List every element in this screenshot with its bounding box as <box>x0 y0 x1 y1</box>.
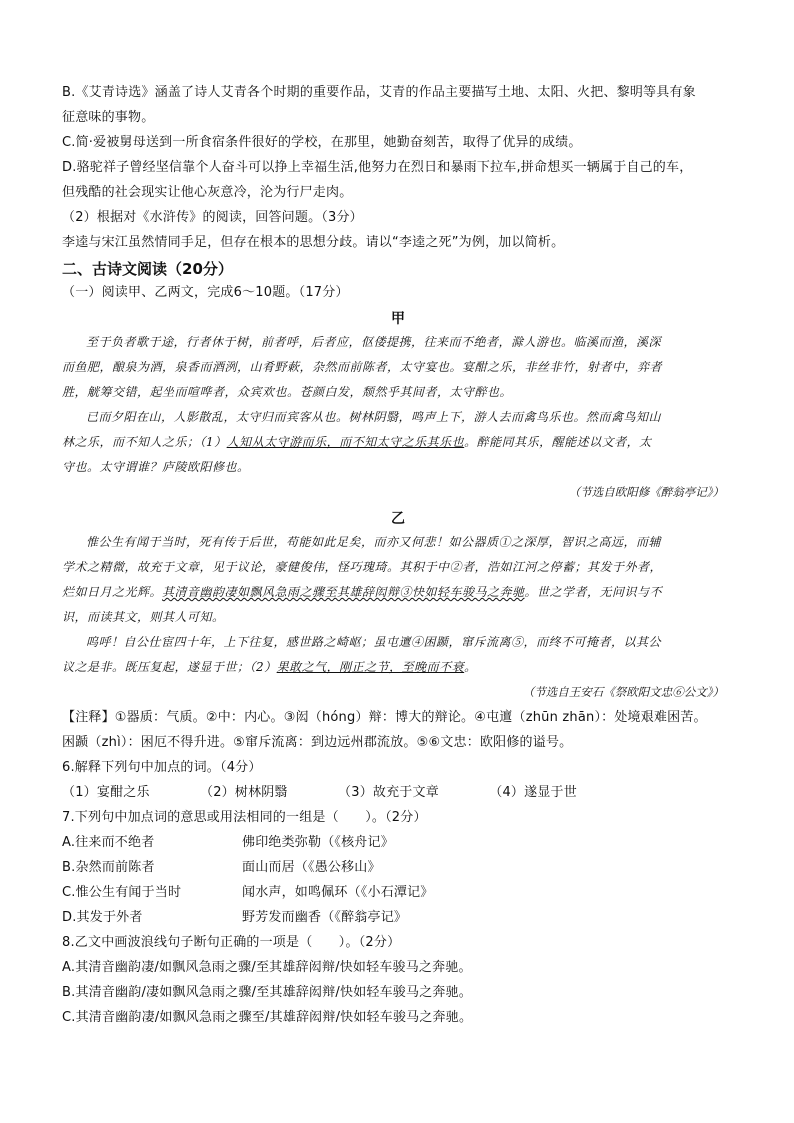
option-left: D.其发于外者 <box>62 910 143 925</box>
option-b-line2: 征意味的事物。 <box>62 110 155 125</box>
passage-yi-text: 。世之学者，无问识与不 <box>524 585 663 599</box>
passage-yi-text: 议之是非。既压复起，遂显于世；（2） <box>62 660 277 674</box>
question-8-stem: 8.乙文中画波浪线句子断句正确的一项是（ ）。（2分） <box>62 935 401 950</box>
option-left: B.杂然而前陈者 <box>62 860 155 875</box>
question-6-item: （4）遂显于世 <box>489 785 577 800</box>
question-8-option-b: B.其清音幽韵/凄如飘风急雨之骤/至其雄辞闳辩/快如轻车骏马之奔驰。 <box>62 985 472 1000</box>
question-8-option-a: A.其清音幽韵凄/如飘风急雨之骤/至其雄辞闳辩/快如轻车骏马之奔驰。 <box>62 960 472 975</box>
question-2-prompt: 李逵与宋江虽然情同手足，但存在根本的思想分歧。请以“李逵之死”为例，加以简析。 <box>62 235 565 250</box>
underlined-sentence-1: 人知从太守游而乐，而不知太守之乐其乐也 <box>226 435 465 449</box>
passage-jia-text: 。醉能同其乐，醒能述以文者，太 <box>464 435 652 449</box>
option-right: 面山而居（《愚公移山》 <box>242 860 381 875</box>
option-right: 佛印绝类弥勒（《核舟记》 <box>242 835 394 850</box>
question-6-item: （1）宴酣之乐 <box>62 785 150 800</box>
option-b-line1: B.《艾青诗选》涵盖了诗人艾青各个时期的重要作品，艾青的作品主要描写土地、太阳、火把、黎明等具有象 <box>62 85 696 100</box>
exam-page <box>62 84 734 1034</box>
passage-yi-title: 乙 <box>391 511 405 527</box>
passage-yi-line: 学术之精微，故充于文章，见于议论，豪健俊伟，怪巧瑰琦。其积于中②者，浩如江河之停蓄；其发于外者， <box>62 560 663 574</box>
question-6-item: （2）树林阴翳 <box>200 785 288 800</box>
question-6-item: （3）故充于文章 <box>338 785 439 800</box>
wavy-underlined-sentence: 其清音幽韵凄如飘风急雨之骤至其雄辞闳辩③快如轻车骏马之奔驰 <box>162 585 525 599</box>
option-left: A.往来而不绝者 <box>62 835 155 850</box>
notes-line1: 【注释】①器质：气质。②中：内心。③闳（hóng）辩：博大的辩论。④屯邅（zhūn zhān）：处境艰难困苦。 <box>62 710 707 725</box>
option-left: C.惟公生有闻于当时 <box>62 885 182 900</box>
passage-jia-source: （节选自欧阳修《醉翁亭记》） <box>568 485 724 499</box>
passage-yi-line: 识，而读其文，则其人可知。 <box>62 610 225 624</box>
passage-yi-line: 呜呼！自公仕宦四十年，上下往复，感世路之崎岖；虽屯邅④困踬，窜斥流离⑤，而终不可掩者，以其公 <box>86 635 662 649</box>
option-d-line2: 但残酷的社会现实让他心灰意冷，沦为行尸走肉。 <box>62 185 353 200</box>
option-right: 野芳发而幽香（《醉翁亭记》 <box>242 910 408 925</box>
passage-yi-line <box>62 584 734 609</box>
question-7-option-a <box>62 834 734 859</box>
passage-yi-text: 烂如日月之光辉。 <box>62 585 163 599</box>
question-8-option-c: C.其清音幽韵凄/如飘风急雨之骤至/其雄辞闳辩/快如轻车骏马之奔驰。 <box>62 1010 473 1025</box>
part-intro: （一）阅读甲、乙两文，完成6～10题。（17分） <box>62 285 349 300</box>
question-6-items <box>62 784 734 809</box>
passage-yi-line <box>62 659 734 684</box>
passage-yi-line: 惟公生有闻于当时，死有传于后世，苟能如此足矣，而亦又何悲！如公器质①之深厚，智识之高远，而辅 <box>86 535 662 549</box>
passage-jia-line: 胜，觥筹交错，起坐而喧哗者，众宾欢也。苍颜白发，颓然乎其间者，太守醉也。 <box>62 385 513 399</box>
passage-jia-line: 至于负者歌于途，行者休于树，前者呼，后者应，伛偻提携，往来而不绝者，滁人游也。临溪而渔，溪深 <box>86 335 662 349</box>
question-7-stem: 7.下列句中加点词的意思或用法相同的一组是（ ）。（2分） <box>62 810 427 825</box>
question-6-stem: 6.解释下列句中加点的词。（4分） <box>62 760 262 775</box>
question-7-option-d <box>62 909 734 934</box>
section-heading: 二、古诗文阅读（20分） <box>62 260 233 278</box>
underlined-sentence-2: 果敢之气，刚正之节，至晚而不衰 <box>276 660 465 674</box>
passage-yi-text: 。 <box>464 660 477 674</box>
passage-jia-line: 守也。太守谓谁？庐陵欧阳修也。 <box>62 460 250 474</box>
passage-yi-source: （节选自王安石《祭欧阳文忠⑥公文》） <box>522 685 724 699</box>
question-7-option-c <box>62 884 734 909</box>
option-c-line: C.简·爱被舅母送到一所食宿条件很好的学校，在那里，她勤奋刻苦，取得了优异的成绩。 <box>62 135 582 150</box>
passage-jia-line: 已而夕阳在山，人影散乱，太守归而宾客从也。树林阴翳，鸣声上下，游人去而禽鸟乐也。然而禽鸟知山 <box>86 410 662 424</box>
passage-jia-title: 甲 <box>391 311 405 327</box>
passage-jia-text: 林之乐，而不知人之乐；（1） <box>62 435 227 449</box>
option-d-line1: D.骆驼祥子曾经坚信靠个人奋斗可以挣上幸福生活,他努力在烈日和暴雨下拉车,拼命想买一辆属于自己的车， <box>62 160 693 175</box>
passage-jia-line: 而鱼肥，酿泉为酒，泉香而酒洌，山肴野蔌，杂然而前陈者，太守宴也。宴酣之乐，非丝非竹，射者中，弈者 <box>62 360 663 374</box>
option-right: 闻水声，如鸣佩环（《小石潭记》 <box>242 885 434 900</box>
question-7-option-b <box>62 859 734 884</box>
passage-jia-line <box>62 434 734 459</box>
question-2-stem: （2）根据对《水浒传》的阅读，回答问题。（3分） <box>62 210 363 225</box>
notes-line2: 困踬（zhì）：困厄不得升进。⑤窜斥流离：到边远州郡流放。⑤⑥文忠：欧阳修的谥号。 <box>62 735 573 750</box>
